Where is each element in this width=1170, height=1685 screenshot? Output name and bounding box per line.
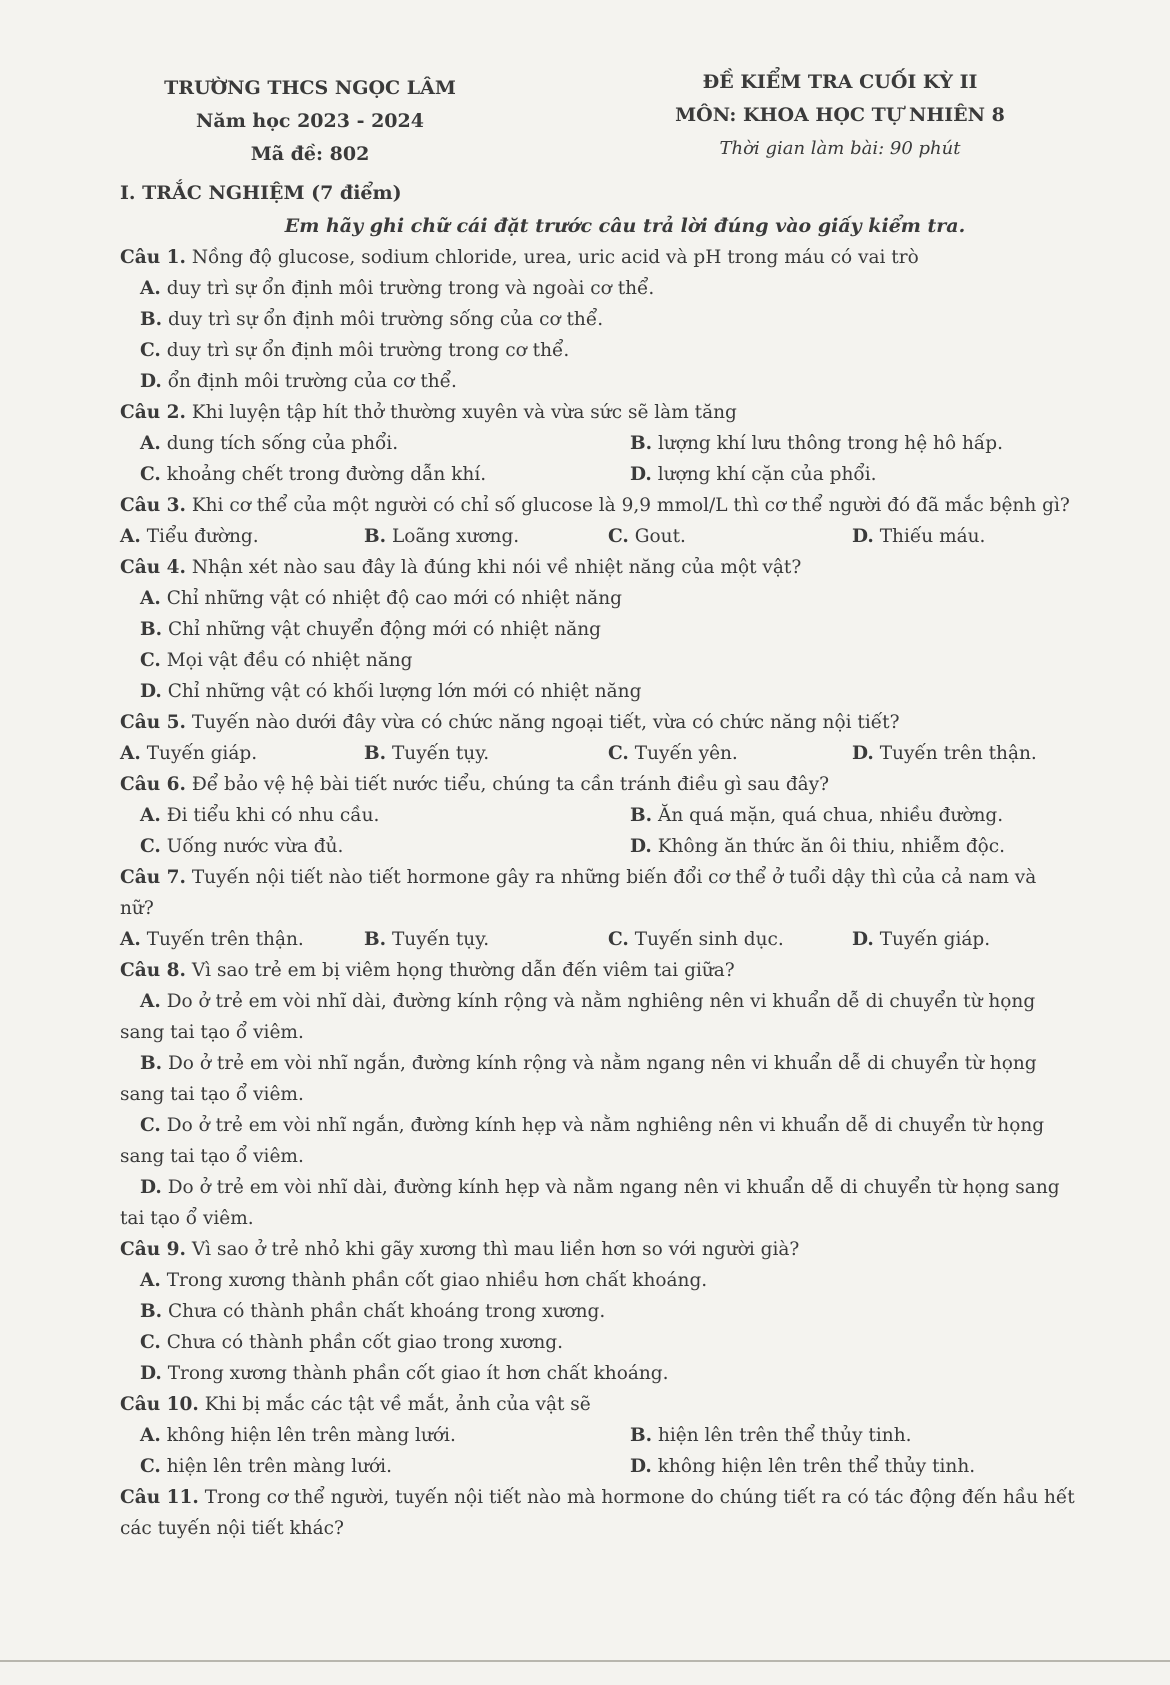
exam-code: Mã đề: 802 <box>250 143 370 165</box>
option-c: C. Chưa có thành phần cốt giao trong xương. <box>140 1332 563 1353</box>
header-left <box>110 72 510 171</box>
option-c: C. Gout. <box>608 526 686 547</box>
option-a: A. duy trì sự ổn định môi trường trong và ngoài cơ thể. <box>140 278 655 299</box>
option-b: B. Loãng xương. <box>364 526 520 547</box>
option-c: C. duy trì sự ổn định môi trường trong cơ thể. <box>140 340 570 361</box>
question-number: Câu 1. <box>120 247 186 268</box>
option-b: B. Tuyến tụy. <box>364 929 490 950</box>
option-c: C. Tuyến sinh dục. <box>608 929 784 950</box>
option-b: B. lượng khí lưu thông trong hệ hô hấp. <box>630 433 1003 454</box>
option-d: D. Tuyến trên thận. <box>852 743 1037 764</box>
scan-edge-divider <box>0 1660 1170 1662</box>
question-6: Câu 6. Để bảo vệ hệ bài tiết nước tiểu, chúng ta cần tránh điều gì sau đây? <box>120 774 830 795</box>
question-2: Câu 2. Khi luyện tập hít thở thường xuyên và vừa sức sẽ làm tăng <box>120 402 737 423</box>
option-b: B. duy trì sự ổn định môi trường sống của cơ thể. <box>140 309 604 330</box>
question-4: Câu 4. Nhận xét nào sau đây là đúng khi nói về nhiệt năng của một vật? <box>120 557 802 578</box>
options-row <box>120 1420 1075 1451</box>
question-7: Câu 7. Tuyến nội tiết nào tiết hormone gây ra những biến đổi cơ thể ở tuổi dậy thì của cả nam và nữ? <box>120 867 1037 919</box>
option-a: A. Trong xương thành phần cốt giao nhiều hơn chất khoáng. <box>140 1270 708 1291</box>
option-d: D. lượng khí cặn của phổi. <box>630 464 877 485</box>
option-c: C. Do ở trẻ em vòi nhĩ ngắn, đường kính hẹp và nằm nghiêng nên vi khuẩn dễ di chuyển từ họng sang tai tạo ổ viêm. <box>120 1115 1045 1167</box>
option-c: C. Tuyến yên. <box>608 743 738 764</box>
school-name: TRƯỜNG THCS NGỌC LÂM <box>164 77 456 99</box>
questions <box>120 242 1075 1544</box>
question-text: Nồng độ glucose, sodium chloride, urea, uric acid và pH trong máu có vai trò <box>191 247 919 268</box>
school-year: Năm học 2023 - 2024 <box>196 110 424 132</box>
option-d: D. Do ở trẻ em vòi nhĩ dài, đường kính hẹp và nằm ngang nên vi khuẩn dễ di chuyển từ họng sang tai tạo ổ viêm. <box>120 1177 1060 1229</box>
option-d: D. không hiện lên trên thể thủy tinh. <box>630 1456 976 1477</box>
option-b: B. Chỉ những vật chuyển động mới có nhiệt năng <box>140 619 602 640</box>
question-11: Câu 11. Trong cơ thể người, tuyến nội tiết nào mà hormone do chúng tiết ra có tác động đến hầu hết các tuyến nội tiết khác? <box>120 1487 1075 1539</box>
options-row <box>120 831 1075 862</box>
option-a: A. Chỉ những vật có nhiệt độ cao mới có nhiệt năng <box>140 588 622 609</box>
options-row <box>120 1451 1075 1482</box>
options-row <box>120 428 1075 459</box>
options-row <box>120 459 1075 490</box>
option-a: A. Tuyến giáp. <box>120 743 258 764</box>
option-c: C. Mọi vật đều có nhiệt năng <box>140 650 413 671</box>
option-b: B. Chưa có thành phần chất khoáng trong xương. <box>140 1301 606 1322</box>
section-title: I. TRẮC NGHIỆM (7 điểm) <box>120 182 402 204</box>
exam-title: ĐỀ KIỂM TRA CUỐI KỲ II <box>702 71 978 93</box>
option-b: B. Ăn quá mặn, quá chua, nhiều đường. <box>630 805 1004 826</box>
option-d: D. Tuyến giáp. <box>852 929 991 950</box>
option-d: D. Không ăn thức ăn ôi thiu, nhiễm độc. <box>630 836 1006 857</box>
option-c: C. khoảng chết trong đường dẫn khí. <box>140 464 487 485</box>
option-c: C. hiện lên trên màng lưới. <box>140 1456 392 1477</box>
exam-subject: MÔN: KHOA HỌC TỰ NHIÊN 8 <box>675 104 1005 126</box>
question-5: Câu 5. Tuyến nào dưới đây vừa có chức năng ngoại tiết, vừa có chức năng nội tiết? <box>120 712 900 733</box>
option-a: A. Tiểu đường. <box>120 526 259 547</box>
options-row <box>120 924 1075 955</box>
header-right <box>620 66 1060 165</box>
options-row <box>120 521 1075 552</box>
option-a: A. Do ở trẻ em vòi nhĩ dài, đường kính rộng và nằm nghiêng nên vi khuẩn dễ di chuyển từ họng sang tai tạo ổ viêm. <box>120 991 1036 1043</box>
option-a: A. Đi tiểu khi có nhu cầu. <box>140 805 380 826</box>
option-a: A. dung tích sống của phổi. <box>140 433 399 454</box>
option-c: C. Uống nước vừa đủ. <box>140 836 344 857</box>
option-d: D. Thiếu máu. <box>852 526 986 547</box>
option-d: D. Trong xương thành phần cốt giao ít hơn chất khoáng. <box>140 1363 669 1384</box>
question-9: Câu 9. Vì sao ở trẻ nhỏ khi gãy xương thì mau liền hơn so với người già? <box>120 1239 800 1260</box>
instruction: Em hãy ghi chữ cái đặt trước câu trả lời đúng vào giấy kiểm tra. <box>284 215 966 237</box>
option-a: A. không hiện lên trên màng lưới. <box>140 1425 456 1446</box>
option-d: D. Chỉ những vật có khối lượng lớn mới có nhiệt năng <box>140 681 642 702</box>
question-8: Câu 8. Vì sao trẻ em bị viêm họng thường dẫn đến viêm tai giữa? <box>120 960 735 981</box>
options-row <box>120 738 1075 769</box>
question-1 <box>120 242 1075 273</box>
exam-time: Thời gian làm bài: 90 phút <box>719 138 961 159</box>
option-b: B. Do ở trẻ em vòi nhĩ ngắn, đường kính rộng và nằm ngang nên vi khuẩn dễ di chuyển từ họng sang tai tạo ổ viêm. <box>120 1053 1037 1105</box>
option-b: B. Tuyến tụy. <box>364 743 490 764</box>
option-d: D. ổn định môi trường của cơ thể. <box>140 371 457 392</box>
options-row <box>120 800 1075 831</box>
question-10: Câu 10. Khi bị mắc các tật về mắt, ảnh của vật sẽ <box>120 1394 591 1415</box>
option-b: B. hiện lên trên thể thủy tinh. <box>630 1425 912 1446</box>
question-3: Câu 3. Khi cơ thể của một người có chỉ số glucose là 9,9 mmol/L thì cơ thể người đó đã mắc bệnh gì? <box>120 495 1070 516</box>
option-a: A. Tuyến trên thận. <box>120 929 304 950</box>
